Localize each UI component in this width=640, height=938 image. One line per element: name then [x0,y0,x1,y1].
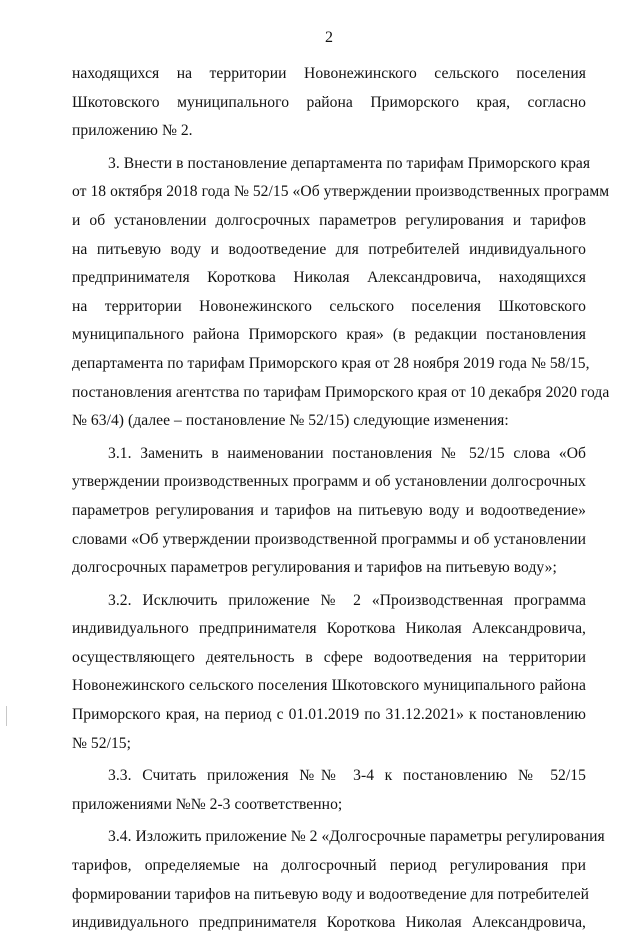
item-3-2-line-2: индивидуального предпринимателя Короткова Николая Александровича, [72,620,586,638]
item-3-1-line-3: параметров регулирования и тарифов на питьевую воду и водоотведение» [72,501,586,519]
item-3-1-line-5: долгосрочных параметров регулирования и тарифов на питьевую воду»; [72,559,557,577]
intro-line-3: приложению № 2. [72,122,193,140]
item-3-line-9: постановления агентства по тарифам Приморского края от 10 декабря 2020 года [72,383,610,401]
intro-line-1: находящихся на территории Новонежинского сельского поселения [72,65,586,82]
item-3-2-line-6: № 52/15; [72,734,132,752]
item-3-4-line-2: тарифов, определяемые на долгосрочный период регулирования при [72,857,586,875]
item-3-3-line-2: приложениями №№ 2-3 соответственно; [72,795,343,813]
item-3-line-10: № 63/4) (далее – постановление № 52/15) следующие изменения: [72,412,509,430]
item-3-1-line-1: 3.1. Заменить в наименовании постановления № 52/15 слова «Об [108,444,586,462]
item-3-3-line-1: 3.3. Считать приложения №№ 3-4 к постановлению № 52/15 [108,767,586,785]
item-3-4-line-4: индивидуального предпринимателя Короткова Николая Александровича, [72,914,586,932]
document-page [72,28,610,938]
item-3-2-line-1: 3.2. Исключить приложение № 2 «Производственная программа [108,591,586,609]
item-3-1-paragraph [72,440,586,583]
item-3-2-paragraph [72,587,586,759]
item-3-line-6: на территории Новонежинского сельского поселения Шкотовского [72,297,586,315]
item-3-line-7: муниципального района Приморского края» (в редакции постановления [72,326,586,344]
margin-scan-mark [6,706,7,726]
item-3-4-line-3: формировании тарифов на питьевую воду и водоотведение для потребителей [72,885,589,903]
item-3-line-3: и об установлении долгосрочных параметров регулирования и тарифов [72,211,586,229]
item-3-paragraph [72,150,610,436]
page-number: 2 [324,29,334,46]
item-3-4-line-1: 3.4. Изложить приложение № 2 «Долгосрочные параметры регулирования [108,828,605,846]
item-3-line-2: от 18 октября 2018 года № 52/15 «Об утверждении производственных программ [72,183,610,201]
item-3-line-4: на питьевую воду и водоотведение для потребителей индивидуального [72,240,586,258]
item-3-2-line-4: Новонежинского сельского поселения Шкотовского муниципального района [72,677,586,695]
item-3-2-line-3: осуществляющего деятельность в сфере водоотведения на территории [72,648,586,666]
intro-paragraph [72,60,586,146]
item-3-4-paragraph [72,823,605,937]
item-3-3-paragraph [72,762,586,819]
item-3-line-5: предпринимателя Короткова Николая Александровича, находящихся [72,269,586,287]
item-3-2-line-5: Приморского края, на период с 01.01.2019 по 31.12.2021» к постановлению [72,706,586,724]
item-3-line-1: 3. Внести в постановление департамента по тарифам Приморского края [108,154,591,172]
item-3-line-8: департамента по тарифам Приморского края от 28 ноября 2019 года № 58/15, [72,354,590,372]
item-3-1-line-2: утверждении производственных программ и об установлении долгосрочных [72,473,586,491]
item-3-1-line-4: словами «Об утверждении производственной программы и об установлении [72,530,586,548]
intro-line-2: Шкотовского муниципального района Приморского края, согласно [72,93,586,111]
